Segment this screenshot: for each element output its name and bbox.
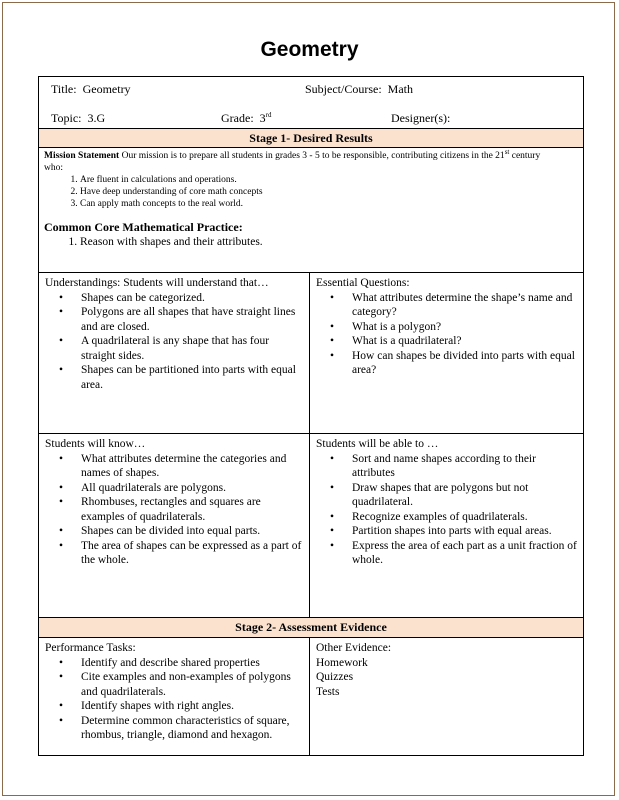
subject-value: Math — [387, 82, 414, 96]
task-item: • Identify and describe shared properties — [81, 656, 303, 671]
grade-value: 3 — [259, 111, 266, 125]
mission-item: 1. Are fluent in calculations and operations. — [80, 174, 578, 186]
able-item: • Partition shapes into parts with equal areas. — [352, 524, 577, 539]
know-item: • All quadrilaterals are polygons. — [81, 481, 303, 496]
know-heading: Students will know… — [45, 438, 146, 450]
understandings-heading: Understandings: Students will understand that… — [45, 277, 269, 289]
understandings-list — [45, 291, 303, 393]
practice-item: 1. Reason with shapes and their attributes. — [80, 235, 578, 249]
understandings-cell — [39, 273, 310, 433]
mission-statement — [44, 147, 578, 162]
stage1-heading: Stage 1- Desired Results — [39, 129, 583, 148]
title-label: Title: — [51, 82, 77, 96]
able-item: • Sort and name shapes according to their attributes — [352, 452, 577, 481]
able-item: • Recognize examples of quadrilaterals. — [352, 510, 577, 525]
other-item: Homework — [316, 656, 368, 669]
subject-field — [305, 82, 413, 97]
mission-text-cont: who: — [44, 163, 63, 173]
grade-field — [221, 111, 272, 126]
designer-label: Designer(s): — [391, 111, 451, 125]
mission-section — [39, 148, 583, 273]
task-item: • Determine common characteristics of square, rhombus, triangle, diamond and hexagon. — [81, 714, 303, 743]
questions-heading: Essential Questions: — [316, 277, 410, 289]
able-heading: Students will be able to … — [316, 438, 439, 450]
subject-label: Subject/Course: — [305, 82, 382, 96]
title-value: Geometry — [82, 82, 131, 96]
able-item: • Draw shapes that are polygons but not quadrilateral. — [352, 481, 577, 510]
mission-text: Our mission is to prepare all students in grades 3 - 5 to be responsible, contributing citizens in the 21 — [119, 151, 505, 161]
question-item: • What is a polygon? — [352, 320, 577, 335]
other-heading: Other Evidence: — [316, 642, 392, 654]
able-item: • Express the area of each part as a unit fraction of whole. — [352, 539, 577, 568]
able-cell — [310, 434, 583, 617]
page-title: Geometry — [260, 38, 359, 61]
mission-item: 3. Can apply math concepts to the real world. — [80, 198, 578, 210]
other-item: Quizzes — [316, 671, 354, 683]
know-item: • Shapes can be divided into equal parts. — [81, 524, 303, 539]
topic-value: 3.G — [87, 111, 106, 125]
know-cell — [39, 434, 310, 617]
mission-label: Mission Statement — [44, 151, 120, 161]
topic-label: Topic: — [51, 111, 82, 125]
stage2-heading: Stage 2- Assessment Evidence — [39, 618, 583, 638]
know-item: • What attributes determine the categories and names of shapes. — [81, 452, 303, 481]
tasks-list — [45, 656, 303, 743]
tasks-heading: Performance Tasks: — [45, 642, 136, 654]
understanding-item: • Polygons are all shapes that have straight lines and are closed. — [81, 305, 303, 334]
question-item: • What is a quadrilateral? — [352, 334, 577, 349]
header-info — [39, 77, 583, 129]
planning-table — [38, 76, 584, 756]
tasks-cell — [39, 638, 310, 755]
question-item: • What attributes determine the shape’s name and category? — [352, 291, 577, 320]
question-item: • How can shapes be divided into parts with equal area? — [352, 349, 577, 378]
understanding-item: • Shapes can be partitioned into parts with equal area. — [81, 363, 303, 392]
questions-list — [316, 291, 577, 378]
title-field — [51, 82, 131, 97]
other-evidence-cell — [310, 638, 583, 755]
mission-superscript: st — [504, 147, 510, 156]
assessment-row — [39, 638, 583, 755]
able-list — [316, 452, 577, 568]
mission-item: 2. Have deep understanding of core math concepts — [80, 186, 578, 198]
mission-list — [44, 174, 578, 210]
other-item: Tests — [316, 685, 340, 698]
understanding-item: • A quadrilateral is any shape that has four straight sides. — [81, 334, 303, 363]
know-able-row — [39, 434, 583, 618]
grade-superscript: rd — [265, 111, 272, 119]
questions-cell — [310, 273, 583, 433]
practice-heading: Common Core Mathematical Practice: — [44, 220, 243, 234]
understandings-row — [39, 273, 583, 434]
mission-text-end: century — [509, 151, 541, 161]
know-item: • Rhombuses, rectangles and squares are examples of quadrilaterals. — [81, 495, 303, 524]
topic-field — [51, 111, 105, 126]
task-item: • Cite examples and non-examples of polygons and quadrilaterals. — [81, 670, 303, 699]
know-item: • The area of shapes can be expressed as a part of the whole. — [81, 539, 303, 568]
know-list — [45, 452, 303, 568]
task-item: • Identify shapes with right angles. — [81, 699, 303, 714]
practice-list — [44, 235, 578, 249]
understanding-item: • Shapes can be categorized. — [81, 291, 303, 306]
grade-label: Grade: — [221, 111, 254, 125]
